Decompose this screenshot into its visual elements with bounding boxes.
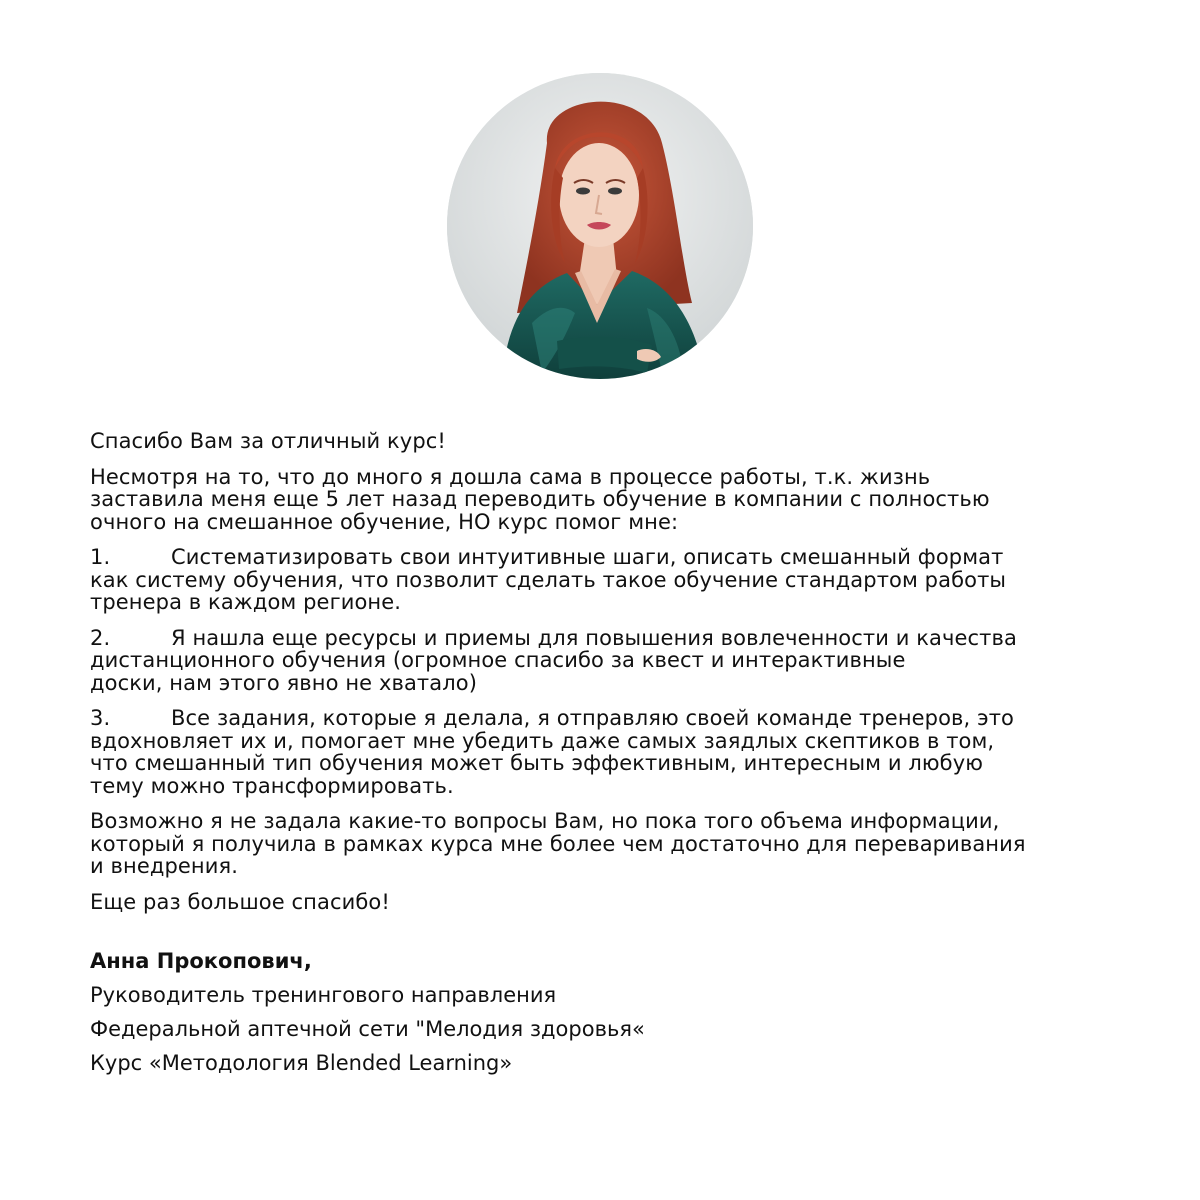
- thanks-text: Еще раз большое спасибо!: [90, 889, 390, 914]
- list-item-line: доски, нам этого явно не хватало): [90, 670, 478, 695]
- list-number: 3.: [90, 706, 111, 730]
- list-item-line: вдохновляет их и, помогает мне убедить даже самых заядлых скептиков в том,: [90, 728, 995, 753]
- author-photo: [447, 73, 753, 379]
- author-position: Руководитель тренингового направления: [90, 983, 557, 1007]
- course-name: Курс «Методология Blended Learning»: [90, 1051, 513, 1075]
- closing-paragraph: [90, 810, 1120, 878]
- greeting-text: Спасибо Вам за отличный курс!: [90, 429, 446, 453]
- list-item-line: тему можно трансформировать.: [90, 773, 454, 798]
- list-item-line: тренера в каждом регионе.: [90, 590, 402, 614]
- closing-line: Возможно я не задала какие-то вопросы Вам, но пока того объема информации,: [90, 809, 1000, 833]
- closing-line: и внедрения.: [90, 854, 239, 878]
- list-item-line: Я нашла еще ресурсы и приемы для повышения вовлеченности и качества: [171, 625, 1017, 650]
- list-item-line: дистанционного обучения (огромное спасибо за квест и интерактивные: [90, 648, 906, 672]
- intro-line: заставила меня еще 5 лет назад переводить обучение в компании с полностью: [90, 487, 990, 511]
- list-item-line: Все задания, которые я делала, я отправляю своей команде тренеров, это: [171, 706, 1014, 730]
- thanks-line: [90, 891, 1120, 914]
- author-name: Анна Прокопович,: [90, 949, 312, 973]
- portrait-photo-icon: [447, 73, 753, 379]
- list-number: 1.: [90, 545, 111, 569]
- list-item-line: как систему обучения, что позволит сделать такое обучение стандартом работы: [90, 567, 1007, 592]
- list-item-2: [90, 627, 1120, 695]
- greeting: [90, 430, 1120, 453]
- signature-block: [90, 950, 645, 1086]
- list-item-3: [90, 707, 1120, 797]
- author-company: Федеральной аптечной сети "Мелодия здоровья«: [90, 1017, 645, 1041]
- list-item-line: что смешанный тип обучения может быть эффективным, интересным и любую: [90, 751, 984, 775]
- closing-line: который я получила в рамках курса мне более чем достаточно для переваривания: [90, 831, 1026, 856]
- intro-paragraph: [90, 466, 1120, 534]
- list-item-1: [90, 546, 1120, 614]
- testimonial-text: [90, 430, 1120, 926]
- intro-line: Несмотря на то, что до много я дошла сама в процессе работы, т.к. жизнь: [90, 464, 931, 489]
- intro-line: очного на смешанное обучение, НО курс помог мне:: [90, 509, 679, 534]
- list-number: 2.: [90, 625, 111, 650]
- list-item-line: Систематизировать свои интуитивные шаги, описать смешанный формат: [171, 545, 1004, 569]
